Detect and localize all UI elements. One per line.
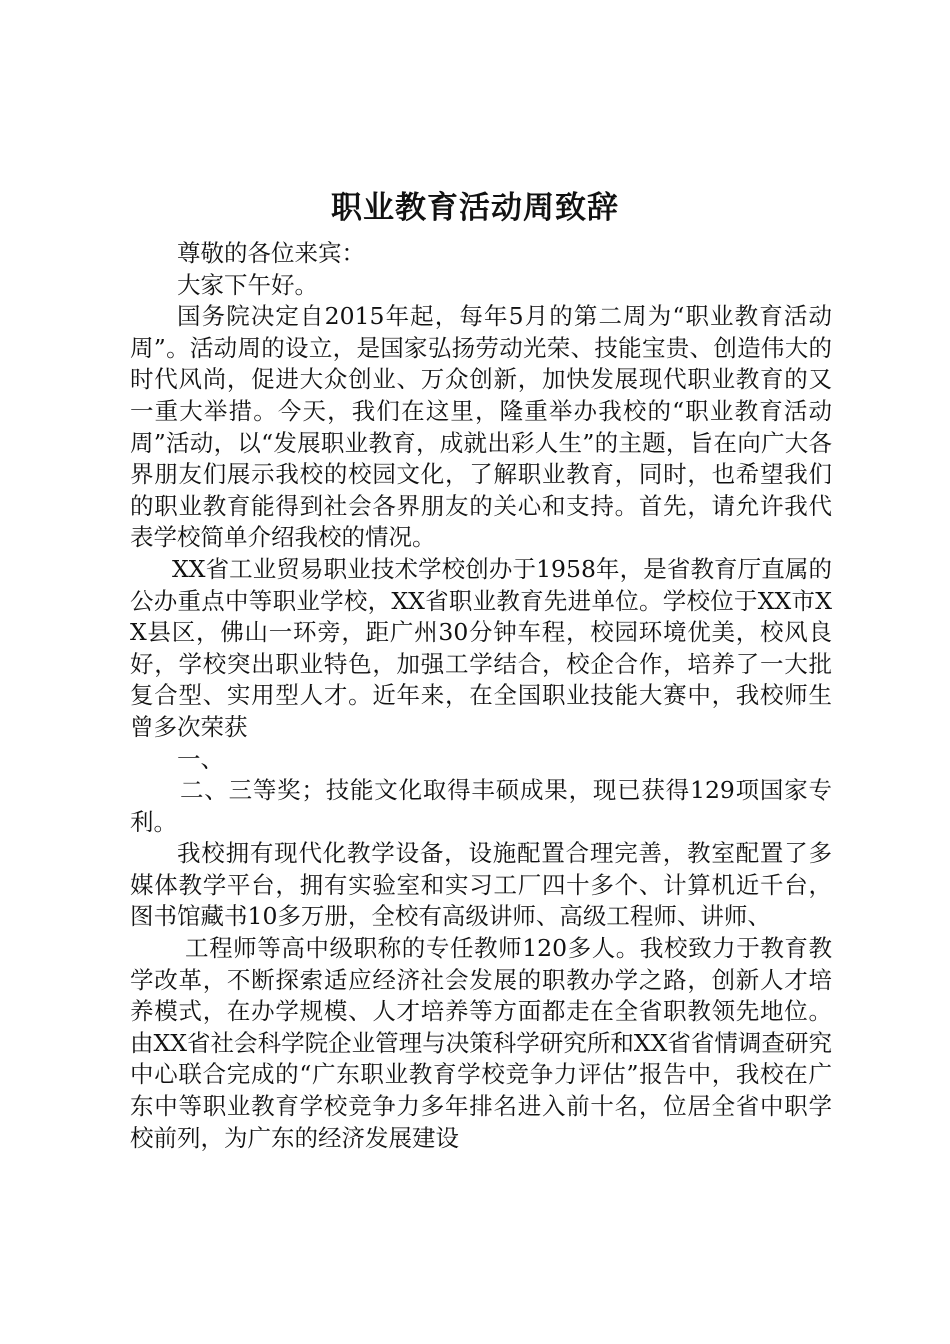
greeting-paragraph: 大家下午好。 <box>177 270 318 299</box>
awards-paragraph: 二、三等奖；技能文化取得丰硕成果，现已获得129项国家专利。 <box>130 776 832 836</box>
intro-paragraph: 国务院决定自2015年起，每年5月的第二周为“职业教育活动周”。活动周的设立，是国家弘扬劳动光荣、技能宝贵、创造伟大的时代风尚，促进大众创业、万众创新，加快发展现代职业教育的又一重大举措。今天，我们在这里，隆重举办我校的“职业教育活动周”活动，以“发展职业教育，成就出彩人生”的主题，旨在向广大各界朋友们展示我校的校园文化，了解职业教育，同时，也希望我们的职业教育能得到社会各界朋友的关心和支持。首先，请允许我代表学校简单介绍我校的情况。 <box>130 302 832 552</box>
document-body <box>130 238 832 1154</box>
facilities-paragraph: 我校拥有现代化教学设备，设施配置合理完善，教室配置了多媒体教学平台，拥有实验室和实习工厂四十多个、计算机近千台，图书馆藏书10多万册，全校有高级讲师、高级工程师、讲师、 <box>130 839 832 931</box>
teaching-reform-paragraph: 工程师等高中级职称的专任教师120多人。我校致力于教育教学改革，不断探索适应经济社会发展的职教办学之路，创新人才培养模式，在办学规模、人才培养等方面都走在全省职教领先地位。由XX省社会科学院企业管理与决策科学研究所和XX省省情调查研究中心联合完成的“广东职业教育学校竞争力评估”报告中，我校在广东中等职业教育学校竞争力多年排名进入前十名，位居全省中职学校前列，为广东的经济发展建设 <box>130 934 832 1152</box>
school-profile-paragraph: XX省工业贸易职业技术学校创办于1958年，是省教育厅直属的公办重点中等职业学校，XX省职业教育先进单位。学校位于XX市XX县区，佛山一环旁，距广州30分钟车程，校园环境优美，校风良好，学校突出职业特色，加强工学结合，校企合作，培养了一大批复合型、实用型人才。近年来，在全国职业技能大赛中，我校师生曾多次荣获 <box>130 554 832 741</box>
award-fragment-paragraph: 一、 <box>177 744 224 773</box>
document-title: 职业教育活动周致辞 <box>331 190 619 226</box>
salutation-paragraph: 尊敬的各位来宾： <box>177 239 365 267</box>
